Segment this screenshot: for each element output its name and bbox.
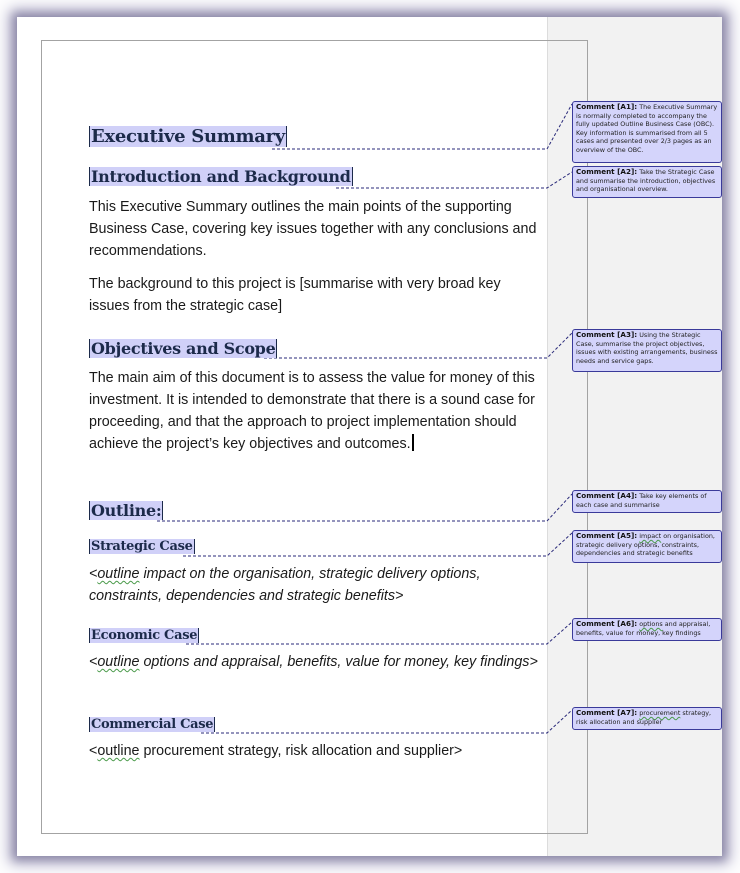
comment-text: The Executive Summary is normally completed to accompany the fully updated Outline Business Case (OBC). Key information is summarised from all 5 cases and presented over 2/3 pages as an overview of the OBC.: [576, 103, 718, 154]
commented-text-a7[interactable]: Commercial Case: [91, 717, 214, 732]
commercial-case-paragraph[interactable]: [89, 740, 544, 762]
comment-balloon-a1[interactable]: [572, 101, 722, 163]
text-fragment: procurement strategy, risk allocation and supplier>: [139, 743, 463, 759]
heading-objectives[interactable]: [89, 339, 277, 358]
heading-executive-summary[interactable]: [89, 126, 287, 147]
comment-balloon-a3[interactable]: [572, 329, 722, 372]
heading-outline[interactable]: [89, 501, 163, 520]
text-fragment: <: [89, 566, 98, 582]
spelling-squiggle[interactable]: outline: [97, 743, 140, 759]
comment-text: on organisation, strategic delivery options, constraints, dependencies and strategic benefits: [576, 532, 715, 558]
comment-label: Comment [A3]:: [576, 330, 638, 339]
comment-label: Comment [A5]:: [576, 531, 638, 540]
spelling-squiggle[interactable]: outline: [97, 654, 140, 670]
text-fragment: <: [89, 743, 98, 759]
intro-paragraph-2[interactable]: The background to this project is [summarise with very broad key issues from the strategic case]: [89, 276, 501, 314]
comment-balloon-a6[interactable]: [572, 618, 722, 641]
commented-text-a2[interactable]: Introduction and Background: [91, 167, 351, 186]
comment-label: Comment [A1]:: [576, 102, 638, 111]
heading-strategic-case[interactable]: [89, 539, 195, 554]
spelling-squiggle[interactable]: outline: [97, 566, 140, 582]
comment-text: Take key elements of each case and summarise: [576, 492, 707, 509]
text-fragment: options and appraisal, benefits, value for money, key findings>: [139, 654, 538, 670]
spelling-squiggle: options: [639, 620, 663, 628]
comment-label: Comment [A2]:: [576, 167, 638, 176]
objectives-paragraph[interactable]: [89, 367, 544, 455]
heading-economic-case[interactable]: [89, 628, 199, 643]
economic-case-paragraph[interactable]: [89, 651, 544, 673]
comment-text: strategy, risk allocation and supplier: [576, 709, 712, 726]
comment-balloon-a2[interactable]: [572, 166, 722, 198]
spelling-squiggle: impact: [639, 532, 662, 540]
commented-text-a6[interactable]: Economic Case: [91, 628, 198, 643]
comment-text: Using the Strategic Case, summarise the project objectives, issues with existing arrangements, business needs and service gaps.: [576, 331, 718, 365]
strategic-case-paragraph[interactable]: [89, 563, 544, 607]
heading-introduction[interactable]: [89, 167, 353, 186]
comment-balloon-a4[interactable]: [572, 490, 722, 513]
comment-balloon-a5[interactable]: [572, 530, 722, 563]
comment-label: Comment [A7]:: [576, 708, 638, 717]
spelling-squiggle: procurement: [639, 709, 681, 717]
commented-text-a1[interactable]: Executive Summary: [91, 126, 285, 147]
intro-paragraph-1[interactable]: This Executive Summary outlines the main points of the supporting Business Case, covering key issues together with any conclusions and recommendations.: [89, 199, 537, 259]
commented-text-a3[interactable]: Objectives and Scope: [91, 339, 276, 358]
objectives-text: The main aim of this document is to assess the value for money of this investment. It is intended to demonstrate that there is a sound case for proceeding, and that the approach to project implementation should achieve the project’s key objectives and outcomes.: [89, 370, 535, 452]
commented-text-a4[interactable]: Outline:: [91, 501, 162, 520]
commented-text-a5[interactable]: Strategic Case: [91, 539, 193, 554]
comment-label: Comment [A4]:: [576, 491, 638, 500]
comment-text: Take the Strategic Case and summarise the introduction, objectives and organisational overview.: [576, 168, 716, 194]
comment-balloon-a7[interactable]: [572, 707, 722, 730]
text-fragment: <: [89, 654, 98, 670]
comment-label: Comment [A6]:: [576, 619, 638, 628]
text-fragment: impact on the organisation, strategic delivery options, constraints, dependencies and strategic benefits>: [89, 566, 481, 604]
text-cursor: [412, 434, 414, 451]
comment-text: and appraisal, benefits, value for money, key findings: [576, 620, 711, 637]
heading-commercial-case[interactable]: [89, 717, 215, 732]
